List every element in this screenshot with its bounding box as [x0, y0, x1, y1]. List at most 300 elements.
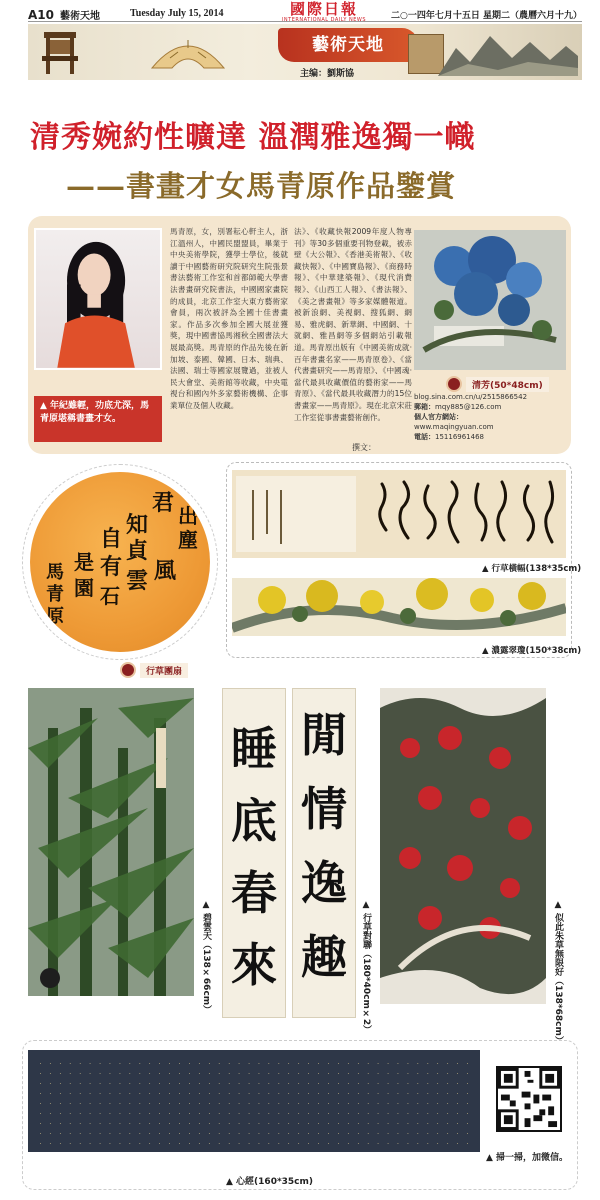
sutra-glyph: ·: [357, 1081, 360, 1088]
sutra-glyph: ·: [317, 1091, 320, 1098]
sutra-glyph: ·: [307, 1101, 310, 1108]
sutra-glyph: ·: [416, 1061, 419, 1068]
sutra-glyph: ·: [377, 1141, 380, 1148]
sutra-glyph: ·: [198, 1141, 201, 1148]
sutra-glyph: ·: [248, 1061, 250, 1068]
sutra-glyph: ·: [377, 1131, 380, 1138]
sutra-glyph: ·: [109, 1071, 111, 1078]
sutra-glyph: ·: [367, 1101, 370, 1108]
sutra-glyph: ·: [367, 1121, 370, 1128]
sutra-glyph: ·: [89, 1131, 92, 1138]
sutra-glyph: ·: [416, 1141, 419, 1148]
fan-label: [120, 662, 188, 678]
fan-char: 是: [74, 550, 94, 574]
sutra-glyph: ·: [59, 1141, 62, 1148]
fan-char: 有: [100, 554, 123, 580]
sutra-glyph: ·: [178, 1081, 181, 1088]
sutra-glyph: ·: [99, 1121, 101, 1128]
sutra-glyph: ·: [158, 1071, 161, 1078]
sutra-glyph: ·: [297, 1131, 300, 1138]
sutra-glyph: ·: [337, 1121, 340, 1128]
sutra-glyph: ·: [277, 1111, 280, 1118]
sutra-glyph: ·: [387, 1061, 390, 1068]
sutra-glyph: ·: [446, 1111, 449, 1118]
sutra-glyph: ·: [307, 1141, 310, 1148]
sutra-glyph: ·: [267, 1061, 270, 1068]
sutra-glyph: ·: [367, 1071, 370, 1078]
sutra-glyph: ·: [69, 1101, 72, 1108]
sutra-glyph: ·: [218, 1081, 221, 1088]
sutra-glyph: ·: [257, 1111, 260, 1118]
sutra-glyph: ·: [337, 1091, 340, 1098]
sutra-glyph: ·: [367, 1131, 370, 1138]
sutra-glyph: ·: [446, 1101, 449, 1108]
sutra-glyph: ·: [39, 1111, 42, 1118]
sutra-glyph: ·: [198, 1101, 201, 1108]
sutra-glyph: ·: [49, 1121, 52, 1128]
newspaper-name-en: INTERNATIONAL DAILY NEWS: [281, 17, 367, 23]
sutra-glyph: ·: [406, 1091, 409, 1098]
sutra-glyph: ·: [466, 1061, 469, 1068]
sutra-glyph: ·: [397, 1111, 399, 1118]
sutra-glyph: ·: [287, 1141, 290, 1148]
antique-chair-icon: [38, 30, 82, 76]
sutra-glyph: ·: [118, 1071, 121, 1078]
couplet-char: 情: [301, 782, 347, 836]
couplet-right-scroll: [292, 688, 356, 1018]
sutra-glyph: ·: [406, 1141, 409, 1148]
sutra-glyph: ·: [267, 1101, 270, 1108]
sutra-glyph: ·: [436, 1081, 439, 1088]
sutra-glyph: ·: [446, 1141, 449, 1148]
sutra-glyph: ·: [39, 1141, 42, 1148]
sutra-glyph: ·: [248, 1131, 250, 1138]
sutra-glyph: ·: [109, 1101, 111, 1108]
sutra-glyph: ·: [297, 1141, 300, 1148]
sutra-glyph: ·: [89, 1071, 92, 1078]
fan-char: 石: [100, 584, 120, 608]
sutra-glyph: ·: [248, 1081, 250, 1088]
sutra-glyph: ·: [178, 1141, 181, 1148]
sutra-glyph: ·: [287, 1111, 290, 1118]
date-chinese: 二○一四年七月十五日 星期二（農曆六月十九）: [391, 11, 582, 21]
sutra-glyph: ·: [228, 1111, 231, 1118]
fan-char: 雲: [126, 568, 149, 594]
sutra-glyph: ·: [238, 1081, 241, 1088]
painting-qingfang: [414, 230, 566, 370]
contact-email: mqy885@126.com: [435, 403, 502, 411]
newspaper-logo: [264, 2, 384, 23]
sutra-glyph: ·: [59, 1121, 62, 1128]
contact-email-row: [414, 402, 568, 412]
sutra-glyph: ·: [49, 1141, 52, 1148]
date-english: Tuesday July 15, 2014: [130, 8, 224, 19]
sutra-glyph: ·: [178, 1121, 181, 1128]
sutra-glyph: ·: [79, 1121, 82, 1128]
sutra-glyph: ·: [198, 1131, 201, 1138]
sutra-glyph: ·: [426, 1111, 429, 1118]
sutra-glyph: ·: [178, 1091, 181, 1098]
sutra-glyph: ·: [59, 1101, 62, 1108]
sutra-glyph: ·: [218, 1101, 221, 1108]
sutra-glyph: ·: [198, 1111, 201, 1118]
fan-label-text: 行草團扇: [140, 663, 188, 678]
sutra-glyph: ·: [267, 1081, 270, 1088]
sutra-glyph: ·: [426, 1071, 429, 1078]
yellow-flower-painting: [232, 578, 566, 636]
sutra-glyph: ·: [397, 1071, 399, 1078]
sutra-glyph: ·: [198, 1091, 201, 1098]
sutra-glyph: ·: [118, 1111, 121, 1118]
sutra-glyph: ·: [357, 1091, 360, 1098]
sutra-glyph: ·: [69, 1131, 72, 1138]
couplet-char: 睡: [231, 722, 277, 776]
sutra-glyph: ·: [148, 1071, 151, 1078]
sutra-glyph: ·: [357, 1131, 360, 1138]
contact-site-row: [414, 412, 568, 422]
sutra-glyph: ·: [59, 1071, 62, 1078]
sutra-glyph: ·: [198, 1061, 201, 1068]
fan-char: 貞: [126, 538, 149, 564]
sutra-glyph: ·: [59, 1111, 62, 1118]
sutra-glyph: ·: [387, 1121, 390, 1128]
sutra-glyph: ·: [168, 1131, 171, 1138]
sutra-glyph: ·: [387, 1091, 390, 1098]
sutra-glyph: ·: [228, 1061, 231, 1068]
sutra-glyph: ·: [347, 1081, 350, 1088]
sutra-glyph: ·: [397, 1101, 399, 1108]
banner-title: 藝術天地: [278, 28, 418, 62]
sutra-glyph: ·: [367, 1091, 370, 1098]
sutra-glyph: ·: [168, 1061, 171, 1068]
sutra-glyph: ·: [416, 1121, 419, 1128]
sutra-glyph: ·: [228, 1101, 231, 1108]
sutra-glyph: ·: [89, 1121, 92, 1128]
sutra-glyph: ·: [387, 1111, 390, 1118]
qr-caption: ▲ 掃一掃，加微信。: [486, 1153, 569, 1163]
sutra-glyph: ·: [158, 1111, 161, 1118]
sutra-glyph: ·: [168, 1111, 171, 1118]
sutra-glyph: ·: [406, 1121, 409, 1128]
sutra-glyph: ·: [248, 1141, 250, 1148]
sutra-glyph: ·: [208, 1091, 211, 1098]
sutra-glyph: ·: [248, 1101, 250, 1108]
sutra-glyph: ·: [168, 1091, 171, 1098]
sutra-glyph: ·: [377, 1101, 380, 1108]
sutra-glyph: ·: [69, 1081, 72, 1088]
sutra-glyph: ·: [277, 1101, 280, 1108]
sutra-glyph: ·: [158, 1131, 161, 1138]
sutra-glyph: ·: [327, 1071, 330, 1078]
sutra-glyph: ·: [426, 1061, 429, 1068]
sutra-glyph: ·: [357, 1121, 360, 1128]
calligraphy-scroll: [232, 470, 566, 558]
sutra-glyph: ·: [128, 1081, 131, 1088]
round-fan-calligraphy: [30, 472, 210, 652]
sutra-glyph: ·: [446, 1071, 449, 1078]
headline-main: 清秀婉約性曠達 溫潤雅逸獨一幟: [30, 120, 476, 155]
sutra-glyph: ·: [446, 1081, 449, 1088]
couplet-caption: ▲ 行草對聯（180*40cm×2）: [361, 900, 371, 1035]
sutra-glyph: ·: [327, 1111, 330, 1118]
sutra-glyph: ·: [238, 1061, 241, 1068]
sutra-glyph: ·: [456, 1071, 459, 1078]
sutra-glyph: ·: [466, 1111, 469, 1118]
sutra-glyph: ·: [218, 1061, 221, 1068]
sutra-glyph: ·: [436, 1111, 439, 1118]
sutra-glyph: ·: [327, 1101, 330, 1108]
sutra-glyph: ·: [337, 1101, 340, 1108]
sutra-glyph: ·: [426, 1141, 429, 1148]
sutra-glyph: ·: [297, 1101, 300, 1108]
sutra-glyph: ·: [377, 1071, 380, 1078]
sutra-glyph: ·: [59, 1131, 62, 1138]
sutra-glyph: ·: [118, 1081, 121, 1088]
sutra-glyph: ·: [39, 1071, 42, 1078]
sutra-glyph: ·: [357, 1101, 360, 1108]
sutra-glyph: ·: [109, 1141, 111, 1148]
sutra-glyph: ·: [267, 1111, 270, 1118]
sutra-glyph: ·: [59, 1091, 62, 1098]
sutra-glyph: ·: [138, 1101, 141, 1108]
sutra-glyph: ·: [456, 1131, 459, 1138]
sutra-glyph: ·: [138, 1111, 141, 1118]
seal-dot-icon: [120, 662, 136, 678]
sutra-glyph: ·: [99, 1101, 101, 1108]
fan-char: 自: [100, 526, 123, 552]
sutra-glyph: ·: [347, 1121, 350, 1128]
sutra-glyph: ·: [188, 1121, 191, 1128]
sutra-caption: ▲ 心經(160*35cm): [226, 1177, 314, 1187]
sutra-glyph: ·: [99, 1111, 101, 1118]
sutra-glyph: ·: [297, 1091, 300, 1098]
sutra-glyph: ·: [277, 1131, 280, 1138]
sutra-glyph: ·: [168, 1081, 171, 1088]
sutra-glyph: ·: [49, 1131, 52, 1138]
sutra-glyph: ·: [218, 1111, 221, 1118]
sutra-glyph: ·: [287, 1071, 290, 1078]
sutra-glyph: ·: [416, 1071, 419, 1078]
sutra-glyph: ·: [188, 1091, 191, 1098]
feature-article: [28, 216, 571, 454]
sutra-glyph: ·: [317, 1131, 320, 1138]
sutra-glyph: ·: [456, 1141, 459, 1148]
sutra-glyph: ·: [128, 1071, 131, 1078]
sutra-glyph: ·: [188, 1101, 191, 1108]
artist-portrait: [34, 228, 162, 370]
sutra-glyph: ·: [79, 1101, 82, 1108]
sutra-glyph: ·: [426, 1081, 429, 1088]
sutra-glyph: ·: [178, 1111, 181, 1118]
sutra-glyph: ·: [218, 1091, 221, 1098]
sutra-glyph: ·: [416, 1081, 419, 1088]
sutra-glyph: ·: [327, 1131, 330, 1138]
sutra-glyph: ·: [158, 1061, 161, 1068]
sutra-glyph: ·: [436, 1101, 439, 1108]
sutra-glyph: ·: [317, 1071, 320, 1078]
contact-site-label: 個人官方網站：: [414, 413, 463, 421]
blue-flower-painting: [414, 230, 566, 370]
sutra-glyph: ·: [446, 1121, 449, 1128]
sutra-glyph: ·: [39, 1091, 42, 1098]
sutra-glyph: ·: [277, 1121, 280, 1128]
sutra-glyph: ·: [436, 1131, 439, 1138]
sutra-glyph: ·: [79, 1091, 82, 1098]
sutra-glyph: ·: [188, 1131, 191, 1138]
sutra-glyph: ·: [277, 1141, 280, 1148]
headline-sub: ——書畫才女馬青原作品鑒賞: [66, 169, 457, 203]
sutra-glyph: ·: [347, 1141, 350, 1148]
sutra-glyph: ·: [327, 1081, 330, 1088]
sutra-glyph: ·: [208, 1061, 211, 1068]
contact-phone-label: 電話：: [414, 433, 435, 441]
sutra-glyph: ·: [446, 1091, 449, 1098]
sutra-glyph: ·: [238, 1141, 241, 1148]
sutra-glyph: ·: [277, 1071, 280, 1078]
sutra-glyph: ·: [39, 1081, 42, 1088]
sutra-glyph: ·: [69, 1091, 72, 1098]
sutra-glyph: ·: [148, 1141, 151, 1148]
sutra-glyph: ·: [178, 1131, 181, 1138]
sutra-glyph: ·: [456, 1081, 459, 1088]
page-number: A10: [28, 8, 54, 22]
fan-char: 風: [154, 558, 177, 584]
sutra-glyph: ·: [257, 1081, 260, 1088]
sutra-glyph: ·: [317, 1121, 320, 1128]
sutra-glyph: ·: [416, 1131, 419, 1138]
sutra-glyph: ·: [208, 1121, 211, 1128]
sutra-glyph: ·: [267, 1131, 270, 1138]
sutra-glyph: ·: [436, 1091, 439, 1098]
sutra-glyph: ·: [267, 1121, 270, 1128]
sutra-glyph: ·: [406, 1101, 409, 1108]
folding-fan-icon: [148, 32, 228, 72]
sutra-glyph: ·: [307, 1111, 310, 1118]
fan-char: 馬: [46, 562, 64, 583]
sutra-glyph: ·: [287, 1061, 290, 1068]
sutra-glyph: ·: [426, 1101, 429, 1108]
sutra-glyph: ·: [367, 1141, 370, 1148]
sutra-glyph: ·: [317, 1081, 320, 1088]
sutra-glyph: ·: [69, 1071, 72, 1078]
sutra-glyph: ·: [138, 1131, 141, 1138]
sutra-glyph: ·: [228, 1081, 231, 1088]
sutra-glyph: ·: [138, 1071, 141, 1078]
sutra-glyph: ·: [367, 1061, 370, 1068]
sutra-glyph: ·: [297, 1111, 300, 1118]
sutra-glyph: ·: [158, 1081, 161, 1088]
sutra-glyph: ·: [89, 1141, 92, 1148]
sutra-glyph: ·: [198, 1071, 201, 1078]
sutra-glyph: ·: [109, 1091, 111, 1098]
sutra-glyph: ·: [59, 1061, 62, 1068]
sutra-glyph: ·: [99, 1061, 101, 1068]
sutra-glyph: ·: [466, 1091, 469, 1098]
sutra-glyph: ·: [436, 1121, 439, 1128]
painting-yellow-flowers: [232, 578, 566, 636]
sutra-glyph: ·: [347, 1071, 350, 1078]
contact-site: www.maqingyuan.com: [414, 423, 494, 431]
painting-label-text: 清芳(50*48cm): [466, 377, 549, 392]
sutra-glyph: ·: [416, 1111, 419, 1118]
sutra-glyph: ·: [188, 1071, 191, 1078]
sutra-glyph: ·: [446, 1061, 449, 1068]
wechat-qr-code[interactable]: [496, 1066, 562, 1132]
sutra-glyph: ·: [158, 1101, 161, 1108]
painting-label-qingfang: [446, 376, 549, 392]
sutra-glyph: ·: [466, 1121, 469, 1128]
sutra-glyph: ·: [456, 1061, 459, 1068]
sutra-glyph: ·: [148, 1121, 151, 1128]
banner-editor: 主编：劉斯協: [300, 69, 355, 79]
sutra-glyph: ·: [248, 1111, 250, 1118]
fan-char: 園: [74, 576, 94, 600]
portrait-figure-icon: [36, 230, 160, 368]
sutra-glyph: ·: [466, 1141, 469, 1148]
article-column-2: 法》、《收藏快報2009年度人物專刊》等30多個重要刊物登載，被赤壁《大公報》、《香港美術報》、《收藏快報》、《中國寶島報》、《商務時報》、《中華建築報》、《現代消費報》、《山西工人報》、《書法報》、《美之書畫報》等多家媒體報道。被新浪網、美視網、搜狐網、網易、雅虎網、新華網、中國網、十就網、雅昌網等多個網站引載報道。馬青原出版有《中國美術成就·百年書畫名家——馬青原卷》、《當代書畫研究——馬青原》、《中國魂·當代最具收藏價值的藝術家——馬青原》、《當代最具收藏潛力的15位書畫家——馬青原》。現在北京宋莊工作室從事書畫藝術創作。: [294, 227, 412, 422]
sutra-glyph: ·: [49, 1061, 52, 1068]
sutra-glyph: ·: [257, 1101, 260, 1108]
sutra-glyph: ·: [416, 1091, 419, 1098]
sutra-glyph: ·: [208, 1111, 211, 1118]
sutra-glyph: ·: [138, 1081, 141, 1088]
sutra-glyph: ·: [238, 1121, 241, 1128]
sutra-glyph: ·: [228, 1071, 231, 1078]
sutra-glyph: ·: [307, 1121, 310, 1128]
sutra-glyph: ·: [109, 1131, 111, 1138]
sutra-glyph: ·: [208, 1101, 211, 1108]
sutra-glyph: ·: [347, 1061, 350, 1068]
sutra-glyph: ·: [377, 1121, 380, 1128]
sutra-glyph: ·: [456, 1121, 459, 1128]
sutra-glyph: ·: [168, 1101, 171, 1108]
sutra-glyph: ·: [287, 1091, 290, 1098]
sutra-glyph: ·: [257, 1131, 260, 1138]
sutra-glyph: ·: [138, 1091, 141, 1098]
mountain-painting-icon: [438, 28, 578, 76]
sutra-glyph: ·: [59, 1081, 62, 1088]
sutra-glyph: ·: [337, 1081, 340, 1088]
sutra-glyph: ·: [317, 1061, 320, 1068]
sutra-glyph: ·: [267, 1071, 270, 1078]
sutra-glyph: ·: [287, 1131, 290, 1138]
sutra-glyph: ·: [188, 1141, 191, 1148]
sutra-glyph: ·: [277, 1081, 280, 1088]
sutra-glyph: ·: [436, 1141, 439, 1148]
bamboo-caption: ▲ 碧雲天（138×66cm）: [201, 900, 211, 1015]
sutra-glyph: ·: [238, 1111, 241, 1118]
bamboo-painting: [28, 688, 194, 996]
sutra-glyph: ·: [79, 1071, 82, 1078]
sutra-glyph: ·: [148, 1111, 151, 1118]
sutra-glyph: ·: [148, 1131, 151, 1138]
contact-info: [414, 392, 568, 442]
sutra-glyph: ·: [297, 1121, 300, 1128]
sutra-glyph: ·: [347, 1091, 350, 1098]
couplet-char: 趣: [301, 930, 347, 984]
sutra-glyph: ·: [387, 1101, 390, 1108]
sutra-glyph: ·: [238, 1101, 241, 1108]
sutra-glyph: ·: [406, 1111, 409, 1118]
article-column-1: 馬青原，女，別署耘心軒主人，浙江溫州人，中國民盟盟員，畢業于中央美術學院，獲學士學位，後就讀于中國藝術研究院研究生院張景書法藝術工作室和首都師範大學書法書畫研究院書法，中國國家畫院的成員，北京工作室大東方藝術家會員，兩次被評為全國十佳書畫家。作品多次參加全國大展並獲獎，現中國書協馬湘秋全國書法大展最高獎。馬青原的作品先後在新加坡、泰國、韓國、日本、瑞典、法國、瑞士等國家展覽過，並被人民大會堂、美術館等收藏，中央電視台和國內外多家藝術機構、企事業單位及個人收藏。: [170, 227, 288, 410]
sutra-glyph: ·: [168, 1071, 171, 1078]
qr-code-icon: [498, 1068, 560, 1130]
sutra-glyph: ·: [377, 1081, 380, 1088]
sutra-glyph: ·: [456, 1111, 459, 1118]
sutra-glyph: ·: [267, 1141, 270, 1148]
sutra-glyph: ·: [148, 1101, 151, 1108]
sutra-glyph: ·: [128, 1111, 131, 1118]
